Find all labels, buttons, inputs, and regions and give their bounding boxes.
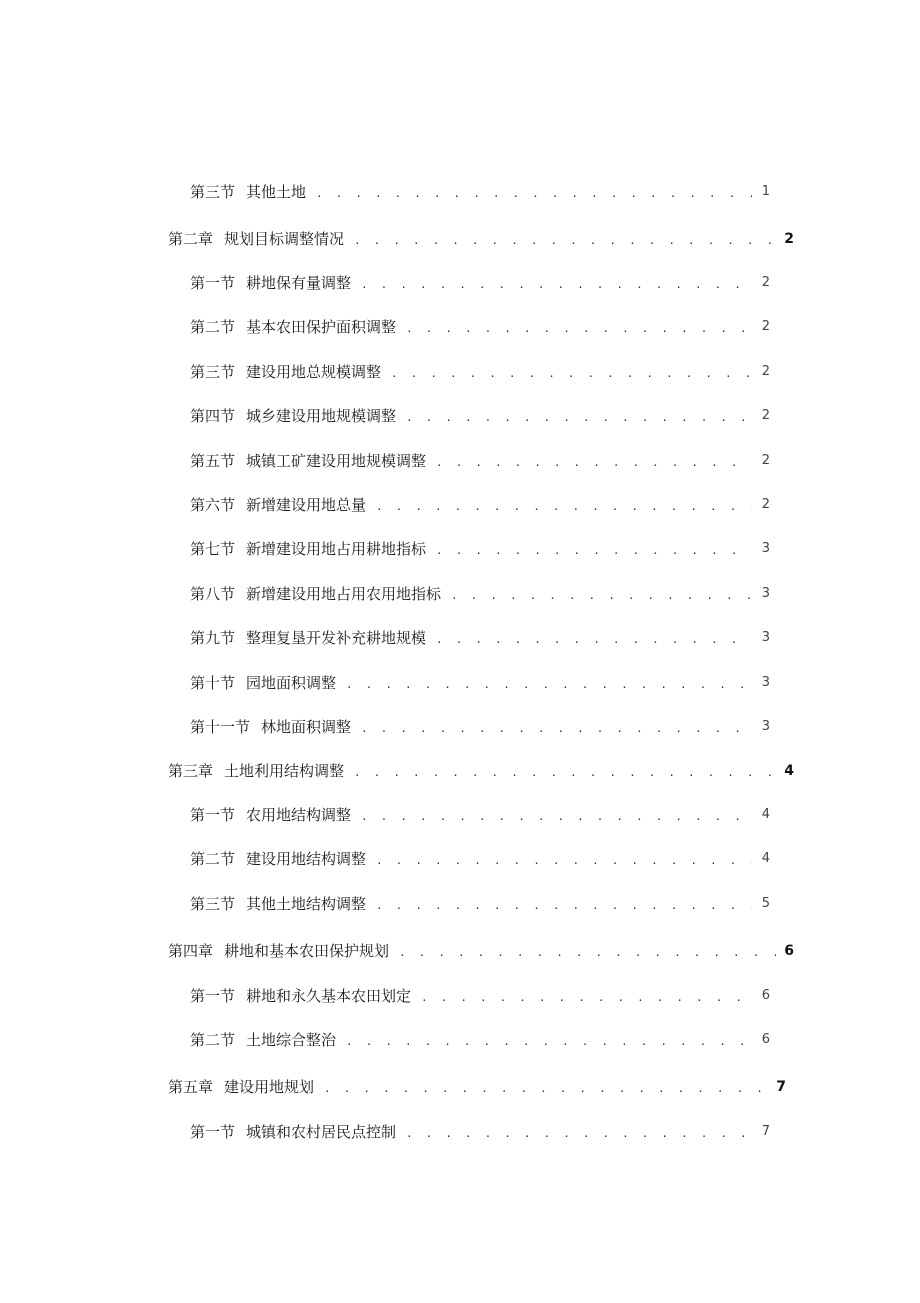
dot-leader [391, 362, 752, 386]
toc-entry-section [190, 1028, 770, 1052]
toc-page-number: 3 [761, 541, 770, 556]
toc-chapter-title: 建设用地规划 [224, 1078, 315, 1096]
toc-section-number: 第二节 [190, 318, 236, 336]
toc-section-title: 耕地保有量调整 [246, 274, 352, 292]
toc-section-number: 第六节 [190, 496, 236, 514]
toc-page-number: 2 [761, 319, 770, 334]
toc-chapter-number: 第五章 [168, 1078, 214, 1096]
toc-section-title: 新增建设用地占用耕地指标 [246, 540, 427, 558]
dot-leader [399, 941, 776, 965]
toc-entry-chapter [168, 227, 794, 251]
toc-chapter-title: 规划目标调整情况 [224, 230, 345, 248]
toc-entry-chapter [168, 759, 794, 783]
toc-page-number: 4 [761, 851, 770, 866]
dot-leader [376, 495, 752, 519]
toc-section-title: 其他土地 [246, 183, 307, 201]
toc-page-number: 3 [761, 675, 770, 690]
toc-section-title: 新增建设用地占用农用地指标 [246, 585, 442, 603]
dot-leader [324, 1077, 768, 1101]
toc-section-title: 城镇工矿建设用地规模调整 [246, 452, 427, 470]
dot-leader [436, 628, 752, 652]
dot-leader [361, 273, 752, 297]
toc-section-number: 第三节 [190, 183, 236, 201]
dot-leader [436, 539, 752, 563]
toc-page-number: 3 [761, 586, 770, 601]
dot-leader [376, 849, 752, 873]
toc-section-number: 第三节 [190, 895, 236, 913]
toc-entry-section [190, 180, 770, 204]
toc-page-number: 6 [761, 988, 770, 1003]
toc-section-number: 第四节 [190, 407, 236, 425]
toc-chapter-title: 土地利用结构调整 [224, 762, 345, 780]
toc-section-title: 林地面积调整 [261, 718, 352, 736]
toc-section-title: 农用地结构调整 [246, 806, 352, 824]
toc-section-title: 耕地和永久基本农田划定 [246, 987, 412, 1005]
toc-page-number: 3 [761, 630, 770, 645]
toc-page-number: 2 [761, 497, 770, 512]
dot-leader [354, 761, 776, 785]
toc-entry-section [190, 715, 770, 739]
dot-leader [354, 229, 776, 253]
toc-page-number: 4 [761, 807, 770, 822]
dot-leader [406, 317, 752, 341]
toc-section-title: 土地综合整治 [246, 1031, 337, 1049]
dot-leader [346, 673, 752, 697]
toc-entry-section [190, 404, 770, 428]
toc-page-number: 7 [761, 1124, 770, 1139]
toc-page-number: 2 [761, 275, 770, 290]
dot-leader [361, 717, 752, 741]
toc-chapter-number: 第四章 [168, 942, 214, 960]
toc-section-number: 第五节 [190, 452, 236, 470]
toc-page-number: 2 [761, 408, 770, 423]
toc-page-number: 2 [761, 453, 770, 468]
toc-entry-section [190, 537, 770, 561]
toc-entry-section [190, 582, 770, 606]
toc-section-title: 园地面积调整 [246, 674, 337, 692]
toc-section-title: 其他土地结构调整 [246, 895, 367, 913]
toc-entry-section [190, 847, 770, 871]
toc-section-number: 第二节 [190, 850, 236, 868]
toc-entry-chapter [168, 939, 794, 963]
toc-page-number: 6 [784, 943, 794, 959]
toc-section-number: 第七节 [190, 540, 236, 558]
toc-entry-section [190, 803, 770, 827]
toc-section-title: 基本农田保护面积调整 [246, 318, 397, 336]
toc-page-number: 3 [761, 719, 770, 734]
dot-leader [421, 986, 752, 1010]
toc-chapter-number: 第三章 [168, 762, 214, 780]
toc-section-number: 第一节 [190, 274, 236, 292]
toc-page-number: 7 [776, 1079, 786, 1095]
toc-entry-section [190, 892, 770, 916]
dot-leader [376, 894, 752, 918]
toc-entry-section [190, 449, 770, 473]
toc-section-title: 新增建设用地总量 [246, 496, 367, 514]
toc-chapter-number: 第二章 [168, 230, 214, 248]
toc-entry-section [190, 984, 770, 1008]
dot-leader [361, 805, 752, 829]
toc-section-number: 第十一节 [190, 718, 251, 736]
dot-leader [451, 584, 752, 608]
toc-entry-chapter [168, 1075, 786, 1099]
toc-section-number: 第九节 [190, 629, 236, 647]
dot-leader [346, 1030, 752, 1054]
toc-page-number: 6 [761, 1032, 770, 1047]
dot-leader [406, 406, 752, 430]
toc-entry-section [190, 360, 770, 384]
toc-entry-section [190, 1120, 770, 1144]
toc-chapter-title: 耕地和基本农田保护规划 [224, 942, 390, 960]
toc-section-number: 第一节 [190, 987, 236, 1005]
toc-page-number: 5 [761, 896, 770, 911]
toc-section-title: 建设用地结构调整 [246, 850, 367, 868]
toc-page-number: 2 [761, 364, 770, 379]
toc-entry-section [190, 626, 770, 650]
toc-section-number: 第八节 [190, 585, 236, 603]
dot-leader [406, 1122, 752, 1146]
toc-entry-section [190, 315, 770, 339]
toc-section-title: 建设用地总规模调整 [246, 363, 382, 381]
toc-section-number: 第一节 [190, 806, 236, 824]
toc-page-number: 4 [784, 763, 794, 779]
dot-leader [436, 451, 752, 475]
toc-entry-section [190, 671, 770, 695]
toc-section-title: 城乡建设用地规模调整 [246, 407, 397, 425]
toc-section-number: 第十节 [190, 674, 236, 692]
toc-page-number: 1 [761, 184, 770, 199]
toc-section-number: 第二节 [190, 1031, 236, 1049]
toc-page-number: 2 [784, 231, 794, 247]
toc-section-title: 城镇和农村居民点控制 [246, 1123, 397, 1141]
dot-leader [316, 182, 752, 206]
toc-section-number: 第三节 [190, 363, 236, 381]
toc-entry-section [190, 271, 770, 295]
toc-section-title: 整理复垦开发补充耕地规模 [246, 629, 427, 647]
toc-section-number: 第一节 [190, 1123, 236, 1141]
toc-entry-section [190, 493, 770, 517]
